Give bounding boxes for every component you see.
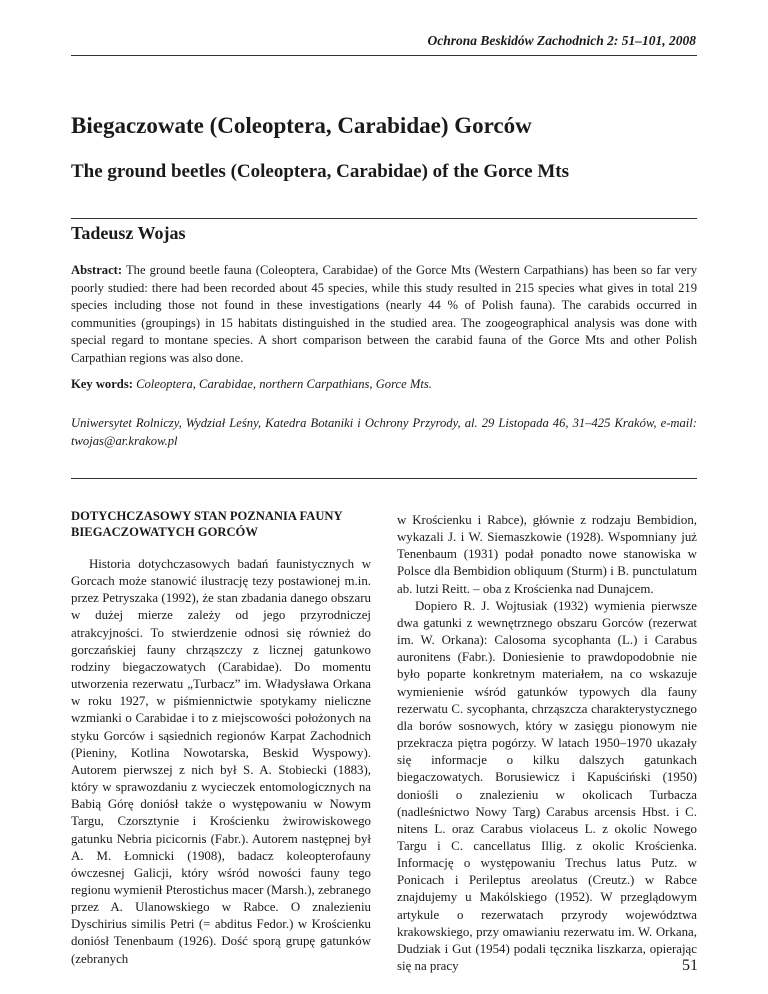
affiliation: Uniwersytet Rolniczy, Wydział Leśny, Katedra Botaniki i Ochrony Przyrody, al. 29 Listopada 46, 31–425 Kraków, e-mail: twojas@ar.krakow.pl — [71, 416, 697, 448]
abstract-label: Abstract: — [71, 263, 123, 277]
keywords-text: Coleoptera, Carabidae, northern Carpathians, Gorce Mts. — [136, 377, 432, 391]
right-paragraph-2: Dopiero R. J. Wojtusiak (1932) wymienia pierwsze dwa gatunki z wewnętrznego obszaru Gorców (rezerwat im. W. Orkana): Calosoma sycophanta (L.) i Carabus auronitens (Fabr.). Doniesienie to prawdopodobnie nie było poparte konkretnym materiałem, na co wskazuje wymienienie wśród gatunków typowych dla fauny rezerwatu C. sycophanta, chrząszcza charakterystycznego dla borów sosnowych, który w zasięgu pionowym nie przekracza piętra pogórzy. W latach 1950–1970 ukazały się informacje o kilku dalszych gatunkach biegaczowatych. Borusiewicz i Kapuściński (1950) doniośli o znalezieniu w okolicach Turbacza (nadleśnictwo Nowy Targ) Carabus arcensis Hbst. i C. nitens L. oraz Carabus violaceus L. z okolic Nowego Targu i C. cancellatus Illig. z okolic Krościenka. Informację o występowaniu Trechus latus Putz. w Ponicach i Perileptus areolatus (Creutz.) w Rabce znajdujemy u Makólskiego (1952). W przeglądowym artykule o rezerwatach przyrody województwa krakowskiego, przy omawianiu rezerwatu im. W. Orkana, Dudziak i Gut (1954) podali tęcznika liszkarza, opierając się na pracy — [397, 598, 697, 974]
article-title: Biegaczowate (Coleoptera, Carabidae) Gorców — [71, 113, 532, 138]
author-top-rule — [71, 218, 697, 219]
right-column — [397, 512, 697, 975]
abstract-text: The ground beetle fauna (Coleoptera, Carabidae) of the Gorce Mts (Western Carpathians) has been so far very poorly studied: there had been recorded about 45 species, while this study resulted in 215 species what gives in total 219 species including those not found in these investigations (nearly 44 % of Polish fauna). The carabids occurred in communities (groupings) in 15 habitats distinguished in the studied area. The zoogeographical analysis was done with special regard to montane species. A short comparison between the carabid fauna of the Gorce Mts and other Polish Carpathian regions was also done. — [71, 263, 697, 365]
keywords — [71, 377, 697, 392]
right-paragraph-1: w Krościenku i Rabce), głównie z rodzaju Bembidion, wykazali J. i W. Siemaszkowie (1928). Wspomniany już Tenenbaum (1931) podał ponadto nowe stanowiska w Polsce dla Bembidion obliquum (Sturm) i B. punctulatum ab. lutzi Reitt. – oba z Krościenka nad Dunajcem. — [397, 513, 697, 596]
left-paragraph: Historia dotychczasowych badań faunistycznych w Gorcach może stanowić ilustrację tezy postawionej m.in. przez Petryszaka (1992), że stan zbadania danego obszaru w dużej mierze zależy od jego przyrodniczej atrakcyjności. To stwierdzenie odnosi się również do gorczańskiej fauny chrząszczy z licznej gatunkowo rodziny biegaczowatych (Carabidae). Do momentu utworzenia rezerwatu „Turbacz” im. Władysława Orkana w roku 1927, w piśmiennictwie spotykamy nieliczne wzmianki o Carabidae i to z miejscowości położonych na styku Gorców i sąsiednich regionów Karpat Zachodnich (Pieniny, Kotlina Nowotarska, Beskid Wyspowy). Autorem pierwszej z nich był S. A. Stobiecki (1883), który w sprawozdaniu z wycieczek entomologicznych na Babią Górę doniósł także o występowaniu w Nowym Targu, Czorsztynie i Krościenku żwirowiskowego gatunku Nebria picicornis (Fabr.). Autorem następnej był A. M. Łomnicki (1908), badacz koleopterofauny ówczesnej Galicji, który wśród nowości fauny tego regionu wymienił Pterostichus macer (Marsh.), zebranego przez A. Ulanowskiego w Rabce. O znalezieniu Dyschirius similis Petri (= abditus Fedor.) w Krościenku doniósł Tenenbaum (1926). Dość sporą grupę gatunków (zebranych — [71, 557, 371, 966]
page-number: 51 — [682, 957, 698, 974]
header-rule — [71, 55, 697, 56]
running-head: Ochrona Beskidów Zachodnich 2: 51–101, 2008 — [427, 33, 696, 48]
keywords-label: Key words: — [71, 377, 133, 391]
body-top-rule — [71, 478, 697, 479]
abstract — [71, 262, 697, 367]
author-name: Tadeusz Wojas — [71, 223, 186, 243]
section-heading: DOTYCHCZASOWY STAN POZNANIA FAUNY BIEGACZOWATYCH GORCÓW — [71, 509, 343, 539]
left-column — [71, 508, 371, 968]
article-subtitle: The ground beetles (Coleoptera, Carabidae) of the Gorce Mts — [71, 161, 569, 182]
